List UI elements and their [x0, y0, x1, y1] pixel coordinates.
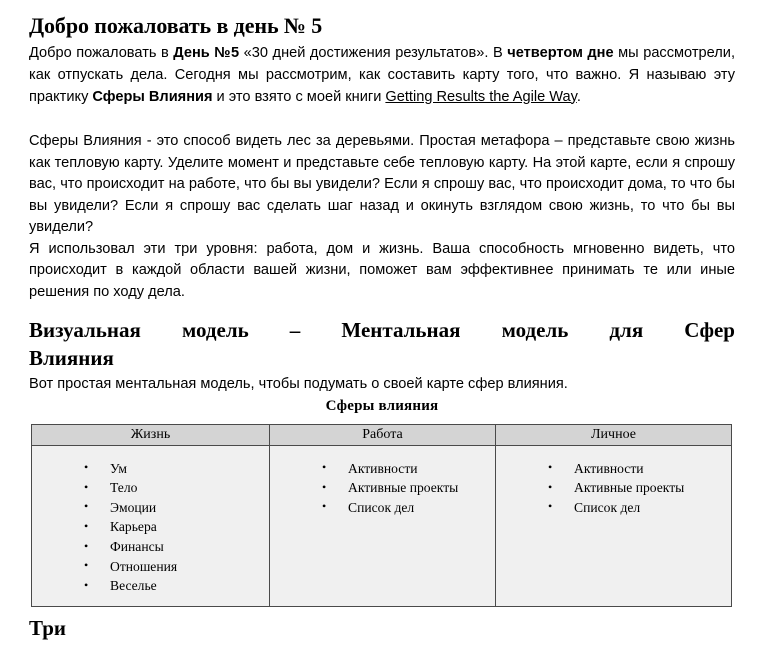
table-header-row — [32, 424, 732, 445]
personal-list — [500, 459, 727, 518]
document-content — [29, 13, 735, 642]
list-item: • Список дел — [322, 498, 491, 518]
list-item: • Активные проекты — [322, 478, 491, 498]
page-title: Добро пожаловать в день № 5 — [29, 13, 323, 38]
paragraph-spheres-definition: Сферы Влияния - это способ видеть лес за деревьями. Простая метафора – представьте свою жизнь как тепловую карту. Уделите момент и представьте себе тепловую карту. На этой карте, если я спрошу вас, что происходит на работе, что бы вы увидели? Если я спрошу вас, что происходит дома, то что бы вы увидели? Если я спрошу вас сделать шаг назад и окинуть взглядом свою жизнь, то что бы вы увидели? — [29, 133, 735, 236]
list-item: • Веселье — [84, 576, 265, 596]
list-item: • Список дел — [548, 498, 727, 518]
table-cell-personal — [496, 445, 732, 606]
list-item: • Активности — [548, 459, 727, 479]
intro-bold-spheres: Сферы Влияния — [92, 88, 213, 105]
section-spacer — [29, 303, 735, 317]
table-row — [32, 445, 732, 606]
list-item: • Активные проекты — [548, 478, 727, 498]
table-header-life: Жизнь — [32, 424, 270, 445]
spheres-of-influence-table — [31, 424, 732, 607]
list-item: • Карьера — [84, 517, 265, 537]
paragraph-spacer — [29, 108, 735, 131]
intro-text-segment-2: «30 дней достижения результатов». В — [239, 44, 508, 61]
work-list — [274, 459, 491, 518]
intro-paragraph — [29, 43, 735, 108]
list-item: • Тело — [84, 478, 265, 498]
intro-text-segment-3: мы рассмотрели, как отпускать дела. Сегодня мы рассмотрим, как составить карту того, что важно. Я называю эту практику — [29, 44, 736, 105]
table-caption: Сферы влияния — [325, 397, 439, 414]
intro-text-segment-5: . — [576, 88, 581, 105]
model-intro-text: Вот простая ментальная модель, чтобы подумать о своей карте сфер влияния. — [29, 376, 568, 393]
table-cell-life — [32, 445, 270, 606]
intro-text-segment-4: и это взято с моей книги — [212, 88, 386, 105]
paragraph-three-levels: Я использовал эти три уровня: работа, дом и жизнь. Ваша способность мгновенно видеть, что происходит в каждой области вашей жизни, поможет вам эффективнее принимать те или иные решения по ходу дела. — [29, 240, 735, 300]
section-heading-visual-model — [29, 317, 735, 373]
intro-text-segment-1: Добро пожаловать в — [29, 44, 174, 61]
next-section-heading-clipped: Три — [29, 615, 66, 640]
intro-bold-fourth-day: четвертом дне — [507, 44, 614, 61]
life-list — [36, 459, 265, 596]
section-heading-line-1: Визуальная модель – Ментальная модель для Сфер — [29, 318, 735, 343]
table-header-personal: Личное — [496, 424, 732, 445]
list-item: • Отношения — [84, 557, 265, 577]
table-header-work: Работа — [270, 424, 496, 445]
list-item: • Финансы — [84, 537, 265, 557]
list-item: • Эмоции — [84, 498, 265, 518]
book-link-getting-results[interactable]: Getting Results the Agile Way — [385, 88, 577, 105]
table-cell-work — [270, 445, 496, 606]
list-item: • Ум — [84, 459, 265, 479]
intro-bold-day: День №5 — [173, 44, 240, 61]
list-item: • Активности — [322, 459, 491, 479]
section-heading-line-2: Влияния — [29, 346, 114, 371]
